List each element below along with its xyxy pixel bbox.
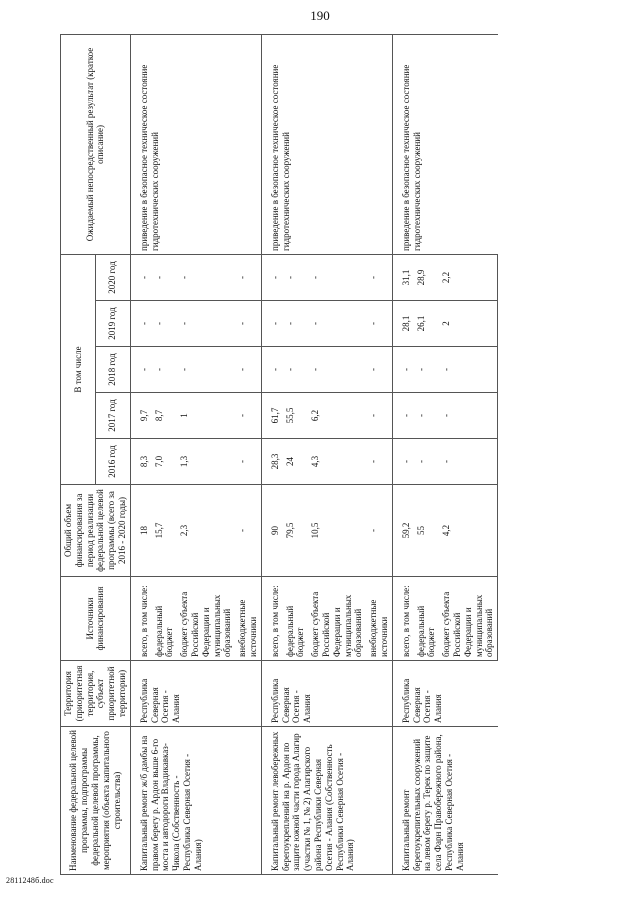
value-2019: - bbox=[261, 301, 282, 347]
value-2018: - bbox=[366, 347, 392, 393]
value-2018: - bbox=[177, 347, 235, 393]
value-2020: - bbox=[177, 254, 235, 300]
total-value: 55 bbox=[414, 485, 440, 577]
object-name: Капитальный ремонт берегоукрепительных сооружений на левом берегу р. Терек по защите села Фарн Правобережного района, Республика Северная Осетия - Алания bbox=[392, 727, 497, 875]
value-2018: - bbox=[152, 347, 178, 393]
header-total: Общий объем финансирования за период реализации федеральной целевой программы (всего за 2016 - 2020 годы) bbox=[61, 485, 131, 577]
value-2019: - bbox=[366, 301, 392, 347]
header-name: Наименование федеральной целевой программы, подпрограммы федеральной целевой программы, мероприятия (объекта капитального строительства) bbox=[61, 727, 131, 875]
expected-result: приведение в безопасное техническое состояние гидротехнических сооружений bbox=[130, 34, 261, 254]
value-2017: 6,2 bbox=[308, 393, 366, 439]
value-2017: 55,5 bbox=[283, 393, 309, 439]
source-label: всего, в том числе: bbox=[130, 577, 151, 661]
expected-result: приведение в безопасное техническое состояние гидротехнических сооружений bbox=[261, 34, 392, 254]
value-2016: 8,3 bbox=[130, 439, 151, 485]
header-year-2018: 2018 год bbox=[95, 347, 130, 393]
total-value: 18 bbox=[130, 485, 151, 577]
value-2017: 61,7 bbox=[261, 393, 282, 439]
total-value: 15,7 bbox=[152, 485, 178, 577]
object-territory: Республика Северная Осетия - Алания bbox=[130, 661, 261, 727]
source-label: федеральный бюджет bbox=[283, 577, 309, 661]
total-value: - bbox=[366, 485, 392, 577]
header-result: Ожидаемый непосредственный результат (краткое описание) bbox=[61, 34, 131, 254]
value-2017: 1 bbox=[177, 393, 235, 439]
value-2017: - bbox=[235, 393, 261, 439]
header-year-2019: 2019 год bbox=[95, 301, 130, 347]
value-2019: 26,1 bbox=[414, 301, 440, 347]
value-2020: - bbox=[283, 254, 309, 300]
value-2020: - bbox=[261, 254, 282, 300]
value-2019: - bbox=[308, 301, 366, 347]
value-2016: 24 bbox=[283, 439, 309, 485]
source-label: внебюджетные источники bbox=[235, 577, 261, 661]
value-2020: 2,2 bbox=[439, 254, 497, 300]
total-value: 90 bbox=[261, 485, 282, 577]
total-value: 79,5 bbox=[283, 485, 309, 577]
object-name: Капитальный ремонт ж/б дамбы на правом берегу р. Ардон выше 6-го моста и автодороги Владикавказ-Чикола (Собственность - Республика Северная Осетия - Алания) bbox=[130, 727, 261, 875]
value-2020: - bbox=[235, 254, 261, 300]
source-label: федеральный бюджет bbox=[414, 577, 440, 661]
page-number: 190 bbox=[310, 8, 330, 23]
header-year-2020: 2020 год bbox=[95, 254, 130, 300]
value-2020: - bbox=[152, 254, 178, 300]
value-2019: - bbox=[235, 301, 261, 347]
object-territory: Республика Северная Осетия - Алания bbox=[261, 661, 392, 727]
value-2018: - bbox=[392, 347, 413, 393]
value-2017: 9,7 bbox=[130, 393, 151, 439]
value-2017: 8,7 bbox=[152, 393, 178, 439]
total-value: 4,2 bbox=[439, 485, 497, 577]
value-2018: - bbox=[130, 347, 151, 393]
value-2018: - bbox=[235, 347, 261, 393]
value-2018: - bbox=[414, 347, 440, 393]
source-label: бюджет субъекта Российской Федерации и муниципальных образований bbox=[308, 577, 366, 661]
value-2018: - bbox=[283, 347, 309, 393]
value-2018: - bbox=[439, 347, 497, 393]
value-2016: 28,3 bbox=[261, 439, 282, 485]
object-name: Капитальный ремонт левобережных берегоукреплений на р. Ардон по защите южной части города Алагир (участки № 1, № 2) Алагирского района Республики Северная Осетия - Алания (Собственность Республики Северная Осетия - Алания) bbox=[261, 727, 392, 875]
value-2016: - bbox=[414, 439, 440, 485]
value-2017: - bbox=[439, 393, 497, 439]
source-label: бюджет субъекта Российской Федерации и муниципальных образований bbox=[439, 577, 497, 661]
header-sources: Источники финансирования bbox=[61, 577, 131, 661]
value-2017: - bbox=[414, 393, 440, 439]
source-label: всего, в том числе: bbox=[392, 577, 413, 661]
header-including: В том числе bbox=[61, 254, 96, 484]
value-2016: 1,3 bbox=[177, 439, 235, 485]
value-2019: - bbox=[130, 301, 151, 347]
value-2019: - bbox=[152, 301, 178, 347]
total-value: - bbox=[235, 485, 261, 577]
value-2017: - bbox=[366, 393, 392, 439]
table-row bbox=[130, 34, 151, 874]
value-2017: - bbox=[392, 393, 413, 439]
value-2016: - bbox=[366, 439, 392, 485]
total-value: 59,2 bbox=[392, 485, 413, 577]
value-2019: 2 bbox=[439, 301, 497, 347]
table-row bbox=[261, 34, 282, 874]
value-2016: 7,0 bbox=[152, 439, 178, 485]
table-row bbox=[392, 34, 413, 874]
header-year-2016: 2016 год bbox=[95, 439, 130, 485]
value-2020: - bbox=[366, 254, 392, 300]
source-label: всего, в том числе: bbox=[261, 577, 282, 661]
source-label: бюджет субъекта Российской Федерации и муниципальных образований bbox=[177, 577, 235, 661]
source-label: внебюджетные источники bbox=[366, 577, 392, 661]
value-2019: - bbox=[283, 301, 309, 347]
value-2020: - bbox=[130, 254, 151, 300]
value-2019: 28,1 bbox=[392, 301, 413, 347]
financing-table bbox=[60, 34, 498, 875]
total-value: 10,5 bbox=[308, 485, 366, 577]
value-2016: - bbox=[235, 439, 261, 485]
total-value: 2,3 bbox=[177, 485, 235, 577]
document-filename: 2811248б.doc bbox=[6, 876, 54, 885]
expected-result: приведение в безопасное техническое состояние гидротехнических сооружений bbox=[392, 34, 497, 254]
header-year-2017: 2017 год bbox=[95, 393, 130, 439]
rotated-table-container bbox=[60, 35, 580, 875]
value-2020: 28,9 bbox=[414, 254, 440, 300]
value-2016: - bbox=[392, 439, 413, 485]
value-2016: - bbox=[439, 439, 497, 485]
value-2020: 31,1 bbox=[392, 254, 413, 300]
object-territory: Республика Северная Осетия - Алания bbox=[392, 661, 497, 727]
header-territory: Территория (приоритетная территория, субъект приоритетной территории) bbox=[61, 661, 131, 727]
value-2018: - bbox=[308, 347, 366, 393]
value-2019: - bbox=[177, 301, 235, 347]
value-2016: 4,3 bbox=[308, 439, 366, 485]
source-label: федеральный бюджет bbox=[152, 577, 178, 661]
value-2020: - bbox=[308, 254, 366, 300]
value-2018: - bbox=[261, 347, 282, 393]
